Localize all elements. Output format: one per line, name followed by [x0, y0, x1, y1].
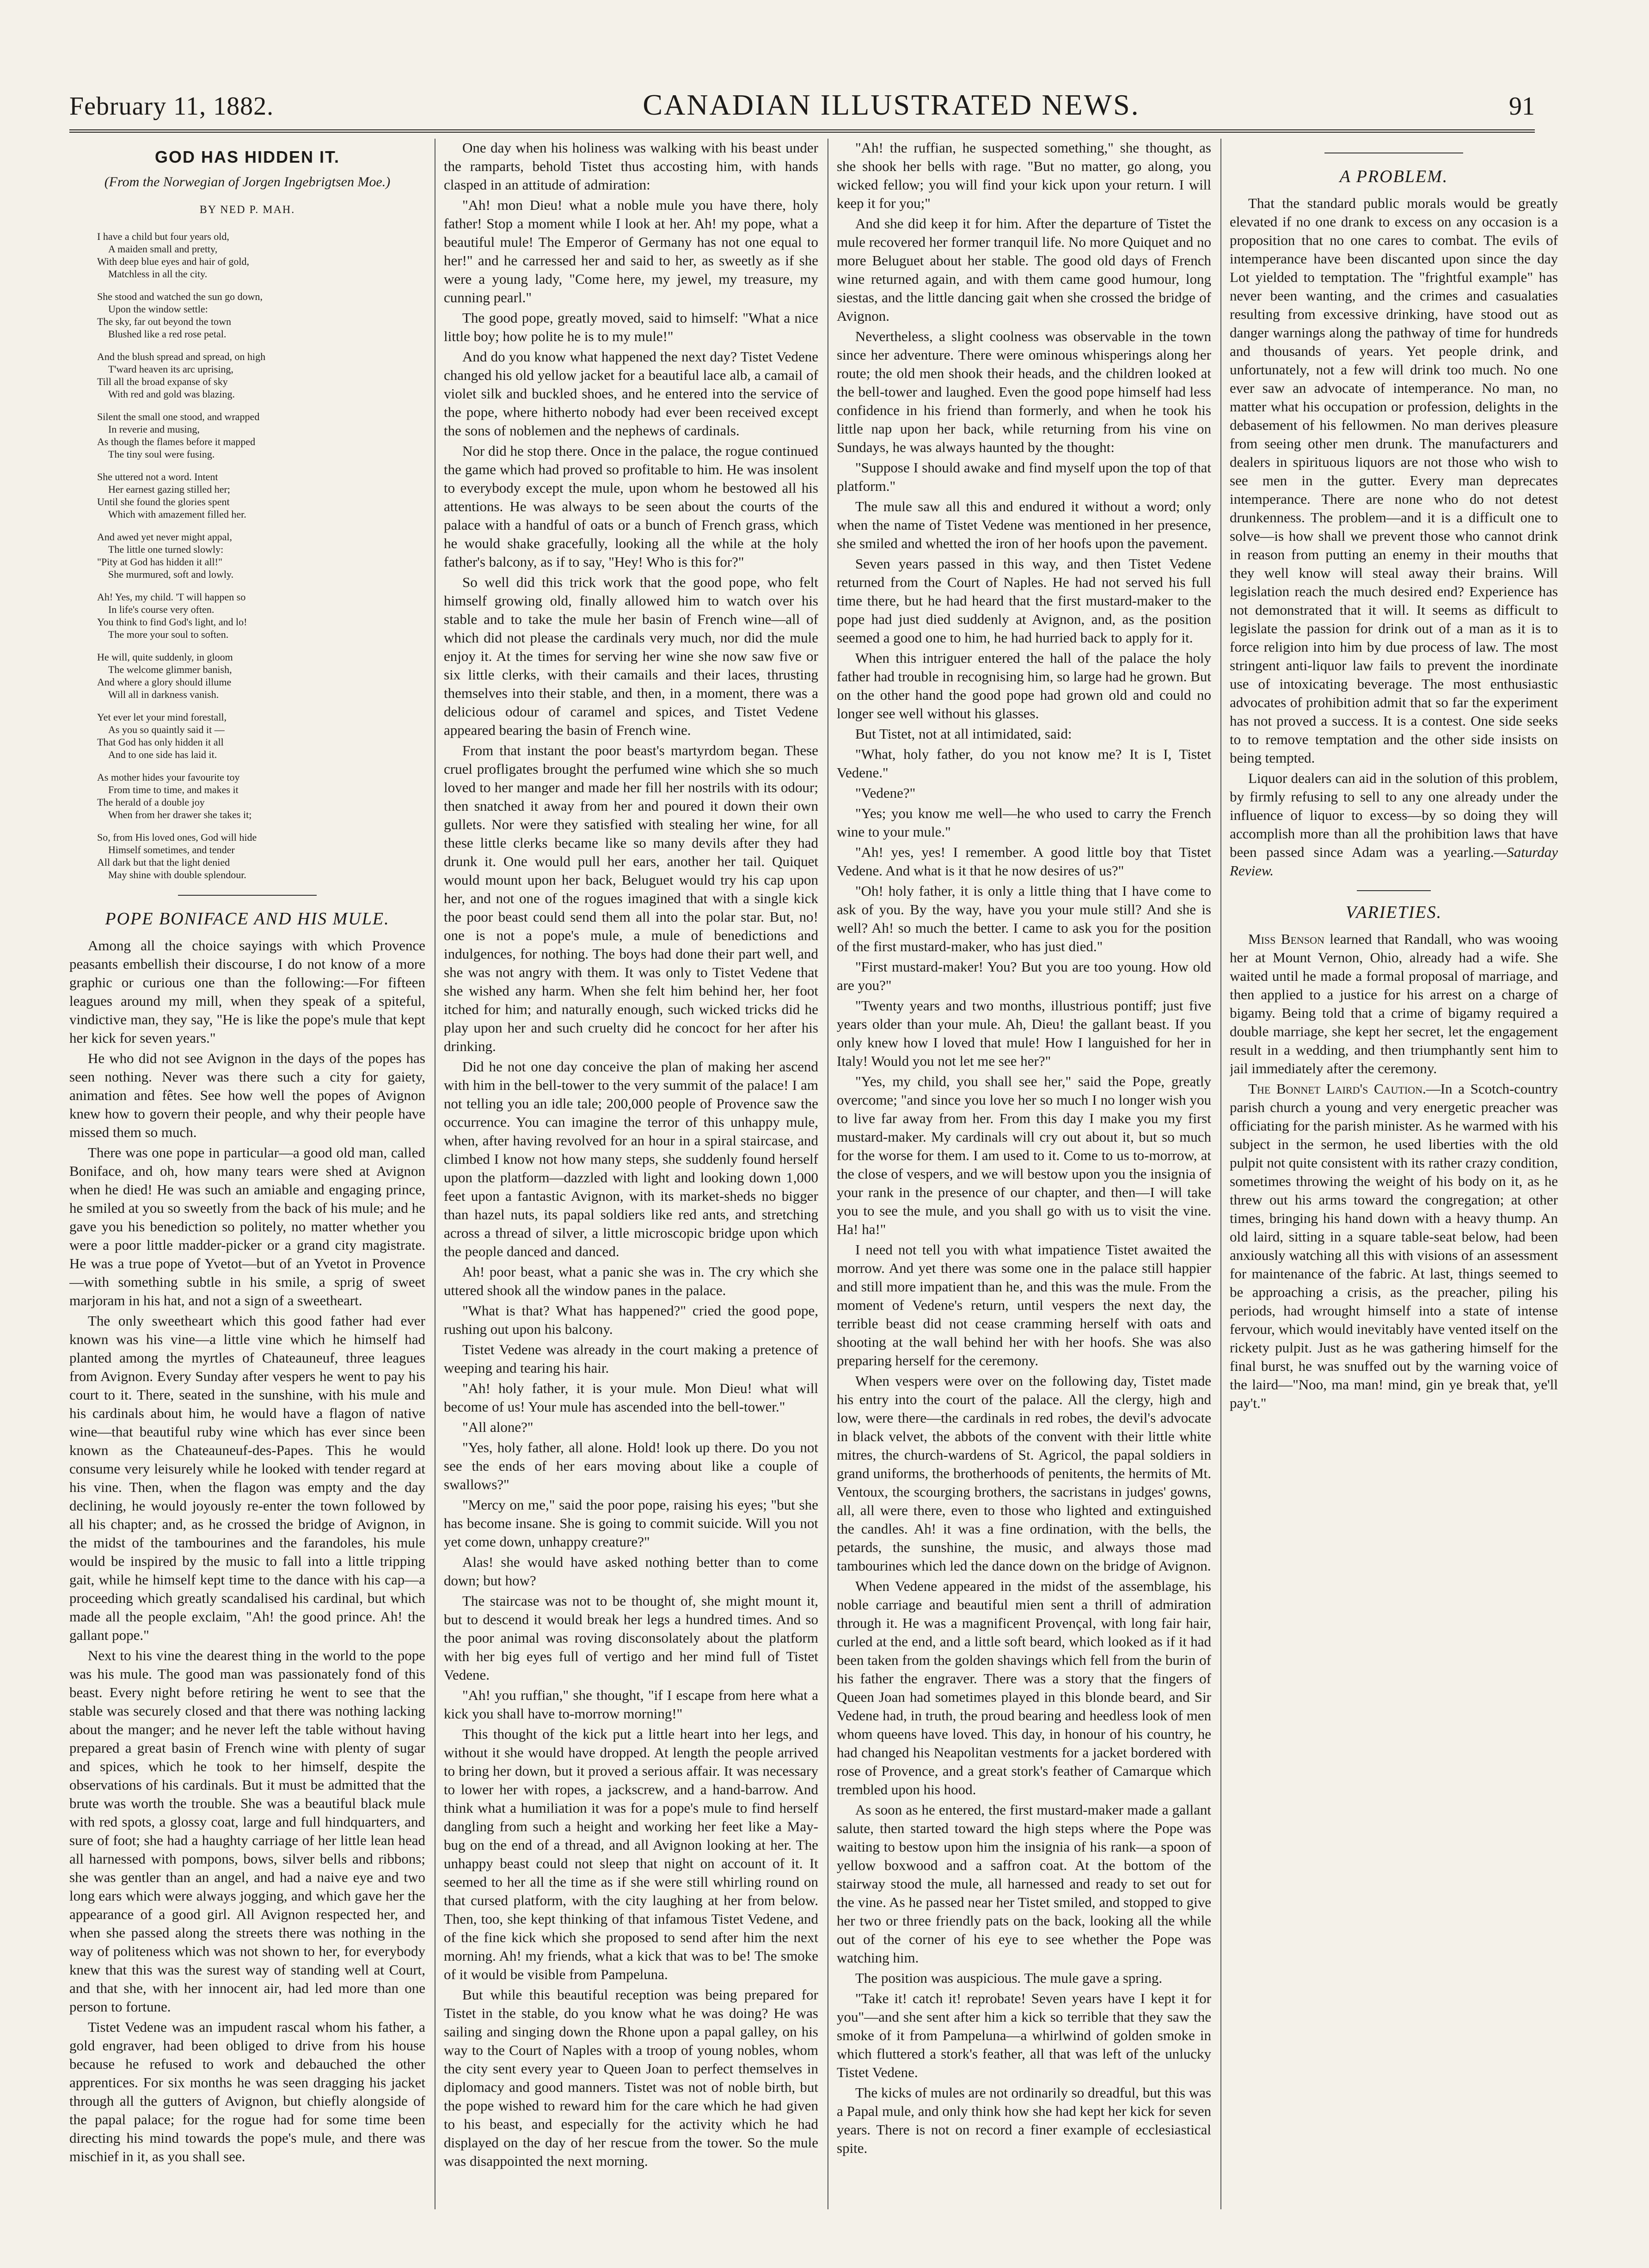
story-paragraph: "Mercy on me," said the poor pope, raising his eyes; "but she has become insane. She is going to commit suicide. Will you not yet come down, unhappy creature?": [444, 1497, 818, 1550]
story-paragraph: "Vedene?": [855, 785, 916, 801]
poem-stanza: [97, 711, 425, 761]
poem-line: "Pity at God has hidden it all!": [97, 556, 222, 568]
story-paragraph: The position was auspicious. The mule gave a spring.: [855, 1970, 1163, 1986]
column-4: [1230, 139, 1558, 2209]
poem-title: GOD HAS HIDDEN IT.: [154, 147, 340, 166]
story-paragraph: Did he not one day conceive the plan of making her ascend with him in the bell-tower to the very summit of the palace! I am not telling you an idle tale; 200,000 people of Provence saw the occurrence. You can imagine the terror of this unhappy mule, when, after having revolved for an hour in a spiral staircase, and climbed I know not how many steps, she suddenly found herself upon the platform—dazzled with light and looking down 1,000 feet upon a fantastic Avignon, with its market-sheds no bigger than hazel nuts, its papal soldiers like red ants, and stretching across a thread of silver, a little microscopic bridge upon which the people danced and danced.: [444, 1058, 818, 1259]
newspaper-title: CANADIAN ILLUSTRATED NEWS.: [643, 88, 1140, 121]
poem-line: And where a glory should illume: [97, 676, 232, 688]
problem-paragraph: [1230, 194, 1558, 767]
story-title: POPE BONIFACE AND HIS MULE.: [105, 909, 390, 929]
problem-body: [1230, 194, 1558, 880]
poem-line: As mother hides your favourite toy: [97, 771, 240, 783]
story-paragraph: Tistet Vedene was already in the court making a pretence of weeping and tearing his hair.: [444, 1341, 818, 1376]
poem-stanza: [97, 290, 425, 340]
poem-body: [69, 230, 425, 881]
poem-line: Silent the small one stood, and wrapped: [97, 411, 260, 422]
story-paragraph: As soon as he entered, the first mustard-maker made a gallant salute, then started toward the high steps where the Pope was waiting to bestow upon him the insignia of his rank—a spoon of yellow boxwood and a saffron coat. At the bottom of the stairway stood the mule, all harnessed and ready to set out for the vine. As he passed near her Tistet smiled, and stopped to give her two or three friendly pats on the back, looking all the while out of the corner of his eye to see whether the Pope was watching him.: [837, 1802, 1211, 1966]
section-rule: [1357, 890, 1431, 891]
poem-line: Blushed like a red rose petal.: [108, 328, 227, 340]
poem-line: That God has only hidden it all: [97, 736, 224, 748]
poem-stanza: [97, 531, 425, 581]
story-paragraph: Ah! poor beast, what a panic she was in. The cry which she uttered shook all the window panes in the palace.: [444, 1264, 818, 1298]
poem-line: All dark but that the light denied: [97, 856, 230, 868]
story-paragraph: "First mustard-maker! You? But you are too young. How old are you?": [837, 959, 1211, 993]
story-paragraph: When Vedene appeared in the midst of the assemblage, his noble carriage and beautiful mien sent a thrill of admiration through it. He was a magnificent Provençal, with long fair hair, curled at the end, and a little soft beard, which looked as if it had been taken from the golden shavings which fell from the burin of his father the engraver. There was a story that the fingers of Queen Joan had sometimes played in this blonde beard, and Sir Vedene had, in truth, the proud bearing and heedless look of men whom queens have loved. This day, in honour of his country, he had changed his Neapolitan vestments for a jacket bordered with rose of Provence, and a great stork's feather of Camarque which trembled upon his hood.: [837, 1578, 1211, 1797]
poem-line: She uttered not a word. Intent: [97, 471, 218, 483]
story-paragraph: The good pope, greatly moved, said to himself: "What a nice little boy; how polite he is to my mule!": [444, 310, 818, 344]
column-2: [444, 139, 818, 2209]
story-paragraph: "Ah! holy father, it is your mule. Mon Dieu! what will become of us! Your mule has ascended into the bell-tower.": [444, 1380, 818, 1415]
variety-item: [1230, 1080, 1558, 1412]
story-body-continued: [444, 139, 818, 2170]
story-paragraph: Alas! she would have asked nothing better than to come down; but how?: [444, 1554, 818, 1589]
poem-line: Will all in darkness vanish.: [108, 689, 219, 700]
masthead-rule: [69, 129, 1535, 133]
poem-line: As though the flames before it mapped: [97, 436, 256, 447]
poem-line: And the blush spread and spread, on high: [97, 351, 266, 362]
story-paragraph: "All alone?": [462, 1419, 533, 1435]
story-paragraph: "Yes, holy father, all alone. Hold! look up there. Do you not see the ends of her ears moving about like a couple of swallows?": [444, 1439, 818, 1492]
poem-line: Upon the window settle:: [108, 303, 208, 315]
story-paragraph: The kicks of mules are not ordinarily so dreadful, but this was a Papal mule, and only think how she had kept her kick for seven years. There is not on record a finer example of ecclesiastical spite.: [837, 2085, 1211, 2156]
poem-line: In reverie and musing,: [108, 423, 200, 435]
poem-line: Till all the broad expanse of sky: [97, 376, 228, 387]
poem-line: The sky, far out beyond the town: [97, 316, 232, 327]
section-rule: [178, 895, 317, 896]
varieties-body: [1230, 930, 1558, 1412]
poem-line: And to one side has laid it.: [108, 749, 217, 760]
story-paragraph: "Take it! catch it! reprobate! Seven years have I kept it for you"—and she sent after him a kick so terrible that they saw the smoke of it from Pampeluna—a whirlwind of golden smoke in which fluttered a stork's feather, all that was left of the unlucky Tistet Vedene.: [837, 1990, 1211, 2080]
poem-line: The herald of a double joy: [97, 796, 205, 808]
problem-title: A PROBLEM.: [1339, 167, 1448, 186]
poem-author: BY NED P. MAH.: [199, 204, 295, 216]
poem-line: She murmured, soft and lowly.: [108, 569, 234, 580]
story-paragraph: "Ah! the ruffian, he suspected something," she thought, as she shook her bells with rage. "But no matter, go along, you wicked fellow; you will find your kick upon your return. I will keep it for you;": [837, 140, 1211, 211]
poem-line: The tiny soul were fusing.: [108, 448, 215, 460]
issue-date: February 11, 1882.: [69, 92, 274, 121]
variety-text: learned that Randall, who was wooing her at Mount Vernon, Ohio, already had a wife. She waited until he made a formal proposal of marriage, and then applied to a justice for his arrest on a charge of bigamy. Being told that a crime of bigamy required a double marriage, she kept her secret, let the engagement result in a wedding, and then triumphantly sent him to jail immediately after the ceremony.: [1230, 931, 1558, 1076]
story-paragraph: He who did not see Avignon in the days of the popes has seen nothing. Never was there such a city for gaiety, animation and fêtes. See how well the popes of Avignon knew how to govern their people, and why their people have missed them so much.: [69, 1050, 425, 1140]
story-paragraph: When vespers were over on the following day, Tistet made his entry into the court of the palace. All the clergy, high and low, were there—the cardinals in red robes, the devil's advocate in black velvet, the abbots of the convent with their little white mitres, the church-wardens of St. Agricol, the papal soldiers in grand uniforms, the brotherhoods of penitents, the hermits of Mt. Ventoux, the scourging brothers, the sacristans in judges' gowns, all, all were there, even to those who lighted and extinguished the candles. Ah! it was a fine ordination, with the bells, the petards, the sunshine, the music, and always those mad tambourines which led the dance down on the bridge of Avignon.: [837, 1373, 1211, 1574]
poem-line: Himself sometimes, and tender: [108, 844, 235, 856]
story-paragraph: "Ah! yes, yes! I remember. A good little boy that Tistet Vedene. And what is it that he now desires of us?": [837, 844, 1211, 879]
poem-line: Ah! Yes, my child. 'T will happen so: [97, 591, 246, 603]
poem-line: T'ward heaven its arc uprising,: [108, 363, 233, 375]
story-paragraph: "Yes; you know me well—he who used to carry the French wine to your mule.": [837, 805, 1211, 840]
poem-line: Matchless in all the city.: [108, 268, 208, 280]
story-paragraph: "Yes, my child, you shall see her," said the Pope, greatly overcome; "and since you love her so much I no longer wish you to live far away from her. From this day I make you my first mustard-maker. My cardinals will cry out about it, but so much for the worse for them. I am used to it. Come to us to-morrow, at the close of vespers, and we will bestow upon you the insignia of your rank in the presence of our chapter, and then—I will take you to see the mule, and you shall go with us to visit the vine. Ha! ha!": [837, 1073, 1211, 1237]
story-paragraph: This thought of the kick put a little heart into her legs, and without it she would have dropped. At length the people arrived to bring her down, but it proved a serious affair. It was necessary to lower her with ropes, a jackscrew, and a hand-barrow. And think what a humiliation it was for a pope's mule to find herself dangling from such a height and working her feet like a May-bug on the end of a thread, and all Avignon looking at her. The unhappy beast could not sleep that night on account of it. It seemed to her all the time as if she were still whirling round on that cursed platform, with the city laughing at her from below. Then, too, she kept thinking of that infamous Tistet Vedene, and of the fine kick which she proposed to send after him the next morning. Ah! my friends, what a kick that was to be! The smoke of it would be visible from Pampeluna.: [444, 1726, 818, 1982]
story-paragraph: And do you know what happened the next day? Tistet Vedene changed his old yellow jacket for a beautiful lace alb, a camail of violet silk and buckled shoes, and he entered into the service of the pope, where hitherto nobody had ever been received except the sons of noblemen and the nephews of cardinals.: [444, 348, 818, 439]
story-paragraph: But while this beautiful reception was being prepared for Tistet in the stable, do you know what he was doing? He was sailing and singing down the Rhone upon a papal galley, on his way to the Court of Naples with a troop of young nobles, whom the city sent every year to Queen Joan to perfect themselves in diplomacy and good manners. Tistet was not of noble birth, but the pope wished to reward him for the care which he had given to his beast, and especially for the activity which he had displayed on the day of her rescue from the tower. So the mule was disappointed the next morning.: [444, 1987, 818, 2169]
story-paragraph: There was one pope in particular—a good old man, called Boniface, and oh, how many tears were shed at Avignon when he died! He was such an amiable and engaging prince, he smiled at you so sweetly from the back of his mule; and he gave you his benediction so politely, no matter whether you were a poor little madder-picker or a grand city magistrate. He was a true pope of Yvetot—but of an Yvetot in Provence—with something subtle in his smile, a sprig of sweet marjoram in his hat, and not a sign of a sweetheart.: [69, 1144, 425, 1308]
problem-text: Liquor dealers can aid in the solution of this problem, by firmly refusing to sell to any one already under the influence of liquor to excess—by so doing they will accomplish more than all the prohibition laws that have been passed since Adam was a yearling.: [1230, 770, 1558, 860]
poem-source: (From the Norwegian of Jorgen Ingebrigtsen Moe.): [104, 174, 391, 190]
poem-line: Her earnest gazing stilled her;: [108, 483, 230, 495]
problem-paragraph: [1230, 769, 1558, 880]
variety-text: —In a Scotch-country parish church a young and very energetic preacher was officiating for the parish minister. As he warmed with his subject in the sermon, he used liberties with the old pulpit not quite consistent with its rather crazy condition, sometimes throwing the weight of his body on it, as he threw out his arms toward the congregation; at other times, bringing his hand down with a heavy thump. An old laird, sitting in a square table-seat below, had been anxiously watching all this with visions of an assessment for maintenance of the fabric. At last, things seemed to be approaching a crisis, as the preacher, piling his periods, had wrought himself into a state of intense fervour, which would inevitably have vented itself on the rickety pulpit. Just as he was gathering himself for the final burst, he was snuffed out by the warning voice of the laird—"Noo, ma man! mind, gin ye break that, ye'll pay't.": [1230, 1081, 1558, 1411]
column-1: [69, 139, 425, 2209]
story-paragraph: So well did this trick work that the good pope, who felt himself growing old, finally allowed him to watch over his stable and to take the mule her basin of French wine—all of which did not please the cardinals very much, nor did the mule enjoy it. At the times for serving her wine she now saw five or six little clerks, with their camails and their laces, thrusting themselves into their stable, and then, in a moment, there was a delicious odour of caramel and spices, and Tistet Vedene appeared bearing the basin of French wine.: [444, 574, 818, 738]
story-paragraph: The mule saw all this and endured it without a word; only when the name of Tistet Vedene was mentioned in her presence, she smiled and whetted the iron of her hoofs upon the pavement.: [837, 498, 1211, 551]
poem-line: A maiden small and pretty,: [108, 243, 218, 255]
story-paragraph: "Twenty years and two months, illustrious pontiff; just five years older than your mule. Ah, Dieu! the gallant beast. If you only knew how I loved that mule! How I languished for her in Italy! Would you not let me see her?": [837, 997, 1211, 1069]
story-paragraph: And she did keep it for him. After the departure of Tistet the mule recovered her former tranquil life. No more Quiquet and no more Beluguet about her stable. The good old days of French wine returned again, and with them came good humour, long siestas, and the little dancing gait when she crossed the bridge of Avignon.: [837, 215, 1211, 324]
story-paragraph: "Ah! you ruffian," she thought, "if I escape from here what a kick you shall have to-morrow morning!": [444, 1687, 818, 1722]
poem-stanza: [97, 350, 425, 400]
variety-lead: Miss Benson: [1248, 931, 1324, 947]
story-paragraph: But Tistet, not at all intimidated, said:: [855, 726, 1072, 742]
poem-line: With red and gold was blazing.: [108, 388, 235, 400]
poem-line: So, from His loved ones, God will hide: [97, 831, 257, 843]
poem-line: Which with amazement filled her.: [108, 508, 246, 520]
poem-line: The welcome glimmer banish,: [108, 664, 232, 675]
story-paragraph: "Oh! holy father, it is only a little thing that I have come to ask of you. By the way, have you your mule still? And she is well? Ah! so much the better. I came to ask you for the position of the first mustard-maker, who has just died.": [837, 883, 1211, 954]
variety-lead: The Bonnet Laird's Caution.: [1248, 1081, 1426, 1097]
poem-line: I have a child but four years old,: [97, 231, 229, 242]
story-paragraph: The staircase was not to be thought of, she might mount it, but to descend it would break her legs a hundred times. And so the poor animal was roving disconsolately about the platform with her big eyes full of vertigo and her mind full of Tistet Vedene.: [444, 1593, 818, 1683]
poem-line: The little one turned slowly:: [108, 544, 224, 555]
column-3: [837, 139, 1211, 2209]
poem-stanza: [97, 410, 425, 460]
poem-stanza: [97, 591, 425, 641]
poem-line: Until she found the glories spent: [97, 496, 230, 507]
story-paragraph: One day when his holiness was walking with his beast under the ramparts, behold Tistet thus accosting him, with hands clasped in an attitude of admiration:: [444, 140, 818, 193]
poem-line: And awed yet never might appal,: [97, 531, 233, 543]
problem-source: —Saturday Review.: [1230, 844, 1558, 879]
poem-line: You think to find God's light, and lo!: [97, 616, 247, 628]
poem-line: He will, quite suddenly, in gloom: [97, 651, 233, 663]
poem-line: She stood and watched the sun go down,: [97, 291, 263, 302]
poem-line: May shine with double splendour.: [108, 869, 246, 880]
story-paragraph: Nevertheless, a slight coolness was observable in the town since her adventure. There were ominous whisperings along her route; the old men shook their heads, and the children looked at the bell-tower and laughed. Even the good pope himself had less confidence in his friend than formerly, and when he took his little nap upon her back, while returning from his vine on Sundays, he was always haunted by the thought:: [837, 328, 1211, 455]
story-paragraph: Next to his vine the dearest thing in the world to the pope was his mule. The good man was passionately fond of this beast. Every night before retiring he went to see that the stable was securely closed and that there was nothing lacking about the manger; and he never left the table without having prepared a great basin of French wine with plenty of sugar and spices, which he took to her himself, despite the observations of his cardinals. But it must be admitted that the brute was worth the trouble. She was a beautiful black mule with red spots, a glossy coat, large and full hindquarters, and sure of foot; she had a haughty carriage of her little lean head all harnessed with pompons, bows, silver bells and ribbons; she was gentler than an angel, and had a naive eye and two long ears which were always jogging, and which gave her the appearance of a good girl. All Avignon respected her, and when she passed along the streets there was nothing in the way of politeness which was not shown to her, for everybody knew that this was the surest way of standing well at Court, and that she, with her innocent air, had led more than one person to fortune.: [69, 1647, 425, 2015]
story-body-continued: [837, 139, 1211, 2158]
story-paragraph: "Suppose I should awake and find myself upon the top of that platform.": [837, 459, 1211, 494]
story-paragraph: Tistet Vedene was an impudent rascal whom his father, a gold engraver, had been obliged to drive from his house because he refused to work and debauched the other apprentices. For six months he was seen dragging his jacket through all the gutters of Avignon, but chiefly alongside of the papal palace; for the rogue had for some time been directing his mind towards the pope's mule, and there was mischief in it, as you shall see.: [69, 2019, 425, 2164]
story-paragraph: Nor did he stop there. Once in the palace, the rogue continued the game which had proved so profitable to him. He was insolent to everybody except the mule, upon whom he bestowed all his attentions. He was always to be seen about the courts of the palace with a handful of oats or a bunch of French grass, which he would shake gracefully, looking all the while at the holy father's balcony, as if to say, "Hey! Who is this for?": [444, 443, 818, 570]
story-paragraph: "What, holy father, do you not know me? It is I, Tistet Vedene.": [837, 746, 1211, 781]
story-paragraph: When this intriguer entered the hall of the palace the holy father had trouble in recognising him, so large had he grown. But on the other hand the good pope had grown old and could no longer see well without his glasses.: [837, 650, 1211, 721]
poem-line: When from her drawer she takes it;: [108, 809, 252, 820]
problem-text: That the standard public morals would be greatly elevated if no one drank to excess on any occasion is a proposition that no one cares to combat. The evils of intemperance have been discanted upon since the day Lot yielded to temptation. The "frightful example" has never been wanting, and the crimes and casualaties resulting from excessive drinking, have stood out as danger warnings along the pathway of time for hundreds and thousands of years. Yet people drink, and unfortunately, not a few will drink too much. No one ever saw an advocate of intemperance. No man, no matter what his occupation or profession, delights in the debasement of his fellowmen. No man derives pleasure from seeing other men drunk. The manufacturers and dealers in spirituous liquors are not those who wish to see men in the gutter. Every man deprecates intemperance. There are none who do not detest drunkenness. The problem—and it is a difficult one to solve—is how shall we prevent those who cannot drink in reason from putting an enemy in their mouths that they well know will steal away their brains. Will legislation reach the much desired end? Experience has not demonstrated that it will. It seems as difficult to legislate the passion for drink out of a man as it is to force religion into him by due process of law. The most stringent anti-liquor law fails to prevent the inordinate use of intoxicating beverage. The most enthusiastic advocates of prohibition admit that so far the experiment has not proved a success. It is a contest. One side seeks to to remove temptation and the other side insists on being tempted.: [1230, 195, 1558, 766]
story-paragraph: Seven years passed in this way, and then Tistet Vedene returned from the Court of Naples. He had not served his full time there, but he had heard that the first mustard-maker to the pope had just died suddenly at Avignon, and, as the position seemed a good one to him, he had hurried back to apply for it.: [837, 556, 1211, 646]
poem-line: In life's course very often.: [108, 604, 215, 615]
story-paragraph: "What is that? What has happened?" cried the good pope, rushing out upon his balcony.: [444, 1302, 818, 1337]
poem-stanza: [97, 831, 425, 881]
poem-line: With deep blue eyes and hair of gold,: [97, 256, 250, 267]
column-divider: [1220, 139, 1221, 2209]
story-paragraph: From that instant the poor beast's martyrdom began. These cruel profligates brought the perfumed wine which she so much loved to her manger and made her fill her nostrils with its odour; then snatched it away from her and poured it down their own gullets. Nor were they satisfied with stealing her wine, for all these little clerks became like so many devils after they had drunk it. One would pull her ears, another her tail. Quiquet would mount upon her back, Beluguet would try his cap upon her, and not one of the rogues imagined that with a single kick the poor beast could send them all into the polar star. But, no! one is not a pope's mule, a mule of benedictions and indulgences, for nothing. The boys had done their part well, and she was not angry with them. It was only to Tistet Vedene that she wished any harm. When she felt him behind her, her foot itched for him; and naturally enough, such wicked tricks did he play upon her and such cruelty did he concoct for her after his drinking.: [444, 742, 818, 1054]
poem-line: Yet ever let your mind forestall,: [97, 711, 227, 723]
page-number: 91: [1508, 92, 1535, 121]
poem-line: The more your soul to soften.: [108, 629, 229, 640]
poem-stanza: [97, 771, 425, 821]
variety-item: [1230, 930, 1558, 1078]
story-paragraph: The only sweetheart which this good father had ever known was his vine—a little vine which he himself had planted among the myrtles of Chateauneuf, three leagues from Avignon. Every Sunday after vespers he went to pay his court to it. There, seated in the sunshine, with his mule and his cardinals about him, he would have a flagon of native wine—that beautiful ruby wine which has ever since been known as the Chateauneuf-des-Papes. This he would consume very leisurely while he looked with tender regard at his vine. Then, when the flagon was empty and the day declining, he would joyously re-enter the town followed by all his chapter; and, as he crossed the bridge of Avignon, in the midst of the tambourines and the farandoles, his mule would be inspired by the music to fall into a little tripping gait, while he himself kept time to the dance with his cap—a proceeding which greatly scandalised his cardinal, but which made all the people exclaim, "Ah! the good prince. Ah! the gallant pope.": [69, 1313, 425, 1643]
poem-stanza: [97, 230, 425, 280]
story-body: [69, 936, 425, 2166]
varieties-title: VARIETIES.: [1345, 903, 1442, 922]
story-paragraph: I need not tell you with what impatience Tistet awaited the morrow. And yet there was some one in the palace still happier and still more impatient than he, and this was the mule. From the moment of Vedene's return, until vespers the next day, the terrible beast did not cease cramming herself with oats and shooting at the wall behind her with her hoofs. She was also preparing herself for the ceremony.: [837, 1241, 1211, 1369]
story-paragraph: "Ah! mon Dieu! what a noble mule you have there, holy father! Stop a moment while I look at her. Ah! my pope, what a beautiful mule! The Emperor of Germany has not one equal to her!" and he carressed her and said to her, as sweetly as if she were a young lady, "Come here, my jewel, my treasure, my cunning pearl.": [444, 197, 818, 306]
poem-stanza: [97, 471, 425, 520]
story-paragraph: Among all the choice sayings with which Provence peasants embellish their discourse, I do not know of a more graphic or curious one than the following:—For fifteen leagues around my mill, when they speak of a spiteful, vindictive man, they say, "He is like the pope's mule that kept her kick for seven years.": [69, 937, 425, 1046]
poem-line: From time to time, and makes it: [108, 784, 239, 795]
poem-line: As you so quaintly said it —: [108, 724, 225, 735]
poem-stanza: [97, 651, 425, 701]
